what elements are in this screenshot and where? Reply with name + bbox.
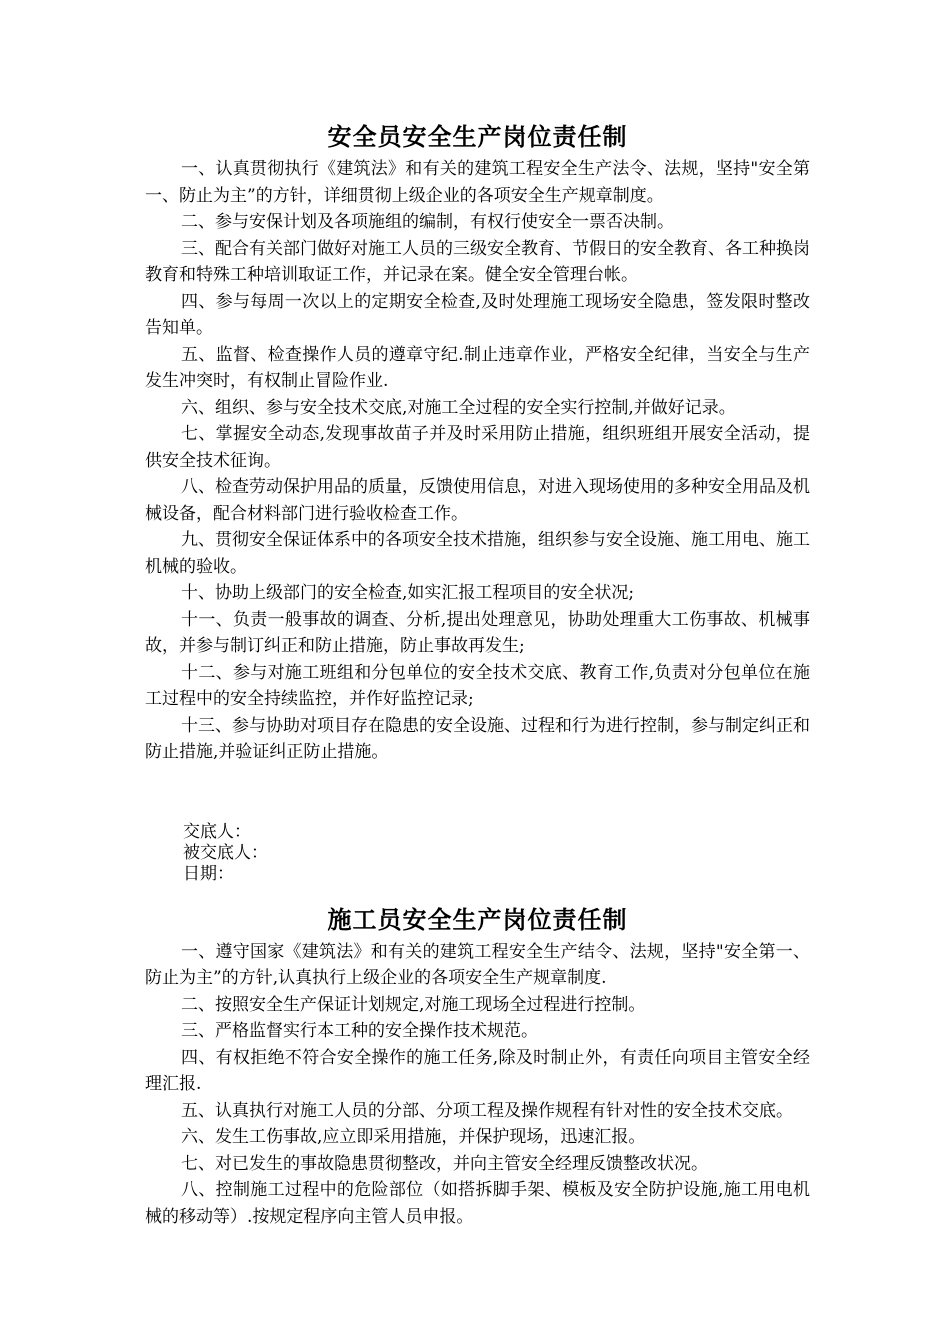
section2-title: 施工员安全生产岗位责任制 (327, 904, 628, 934)
section1-paragraph: 十一、负责一般事故的调查、分析,提出处理意见，协助处理重大工伤事故、机械事故，并参与制订纠正和防止措施，防止事故再发生; (145, 609, 810, 656)
document-page (145, 118, 810, 1230)
section1-paragraph: 十、协助上级部门的安全检查,如实汇报工程项目的安全状况; (181, 583, 635, 603)
section2-paragraph: 六、发生工伤事故,应立即采用措施，并保护现场，迅速汇报。 (181, 1127, 646, 1147)
section2-paragraph: 三、严格监督实行本工种的安全操作技术规范。 (181, 1021, 538, 1041)
section2 (145, 901, 810, 1231)
receiver-label: 被交底人： (183, 842, 268, 863)
signoff-block (145, 822, 810, 885)
section1-title: 安全员安全生产岗位责任制 (327, 122, 628, 151)
handover-label: 交底人： (183, 821, 251, 842)
section1-paragraph: 九、贯彻安全保证体系中的各项安全技术措施，组织参与安全设施、施工用电、施工机械的验收。 (145, 530, 810, 577)
date-label: 日期： (183, 863, 234, 884)
section1-paragraph: 三、配合有关部门做好对施工人员的三级安全教育、节假日的安全教育、各工种换岗教育和特殊工种培训取证工作，并记录在案。健全安全管理台帐。 (145, 238, 810, 285)
section2-paragraph: 四、有权拒绝不符合安全操作的施工任务,除及时制止外，有责任向项目主管安全经理汇报. (145, 1047, 810, 1094)
section2-paragraph: 一、遵守国家《建筑法》和有关的建筑工程安全生产结令、法规，坚持"安全第一、防止为主”的方针,认真执行上级企业的各项安全生产规章制度. (145, 941, 810, 988)
spacer (145, 766, 810, 822)
section1-paragraph: 四、参与每周一次以上的定期安全检查,及时处理施工现场安全隐患，签发限时整改告知单。 (145, 291, 810, 338)
section1-paragraph: 七、掌握安全动态,发现事故苗子并及时采用防止措施，组织班组开展安全活动，提供安全技术征询。 (145, 424, 810, 471)
section1-paragraph: 二、参与安保计划及各项施组的编制，有权行使安全一票否决制。 (181, 212, 674, 232)
section2-paragraph: 七、对已发生的事故隐患贯彻整改，并向主管安全经理反馈整改状况。 (181, 1153, 708, 1174)
section1-paragraph: 十三、参与协助对项目存在隐患的安全设施、过程和行为进行控制，参与制定纠正和防止措施,并验证纠正防止措施。 (145, 715, 810, 762)
section2-paragraph: 八、控制施工过程中的危险部位（如搭拆脚手架、模板及安全防护设施,施工用电机械的移动等）.按规定程序向主管人员申报。 (145, 1180, 810, 1227)
section1-body (145, 156, 810, 766)
section1-paragraph: 六、组织、参与安全技术交底,对施工全过程的安全实行控制,并做好记录。 (181, 397, 736, 418)
section2-paragraph: 五、认真执行对施工人员的分部、分项工程及操作规程有针对性的安全技术交底。 (181, 1100, 793, 1121)
section1-paragraph: 一、认真贯彻执行《建筑法》和有关的建筑工程安全生产法令、法规，坚持"安全第一、防止为主”的方针，详细贯彻上级企业的各项安全生产规章制度。 (145, 159, 810, 206)
section2-paragraph: 二、按照安全生产保证计划规定,对施工现场全过程进行控制。 (181, 994, 646, 1015)
section1-paragraph: 十二、参与对施工班组和分包单位的安全技术交底、教育工作,负责对分包单位在施工过程中的安全持续监控，并作好监控记录; (145, 662, 810, 709)
section1-paragraph: 五、监督、检查操作人员的遵章守纪.制止违章作业，严格安全纪律，当安全与生产发生冲突时，有权制止冒险作业. (145, 344, 810, 391)
section1-paragraph: 八、检查劳动保护用品的质量，反馈使用信息，对进入现场使用的多种安全用品及机械设备，配合材料部门进行验收检查工作。 (145, 477, 810, 524)
